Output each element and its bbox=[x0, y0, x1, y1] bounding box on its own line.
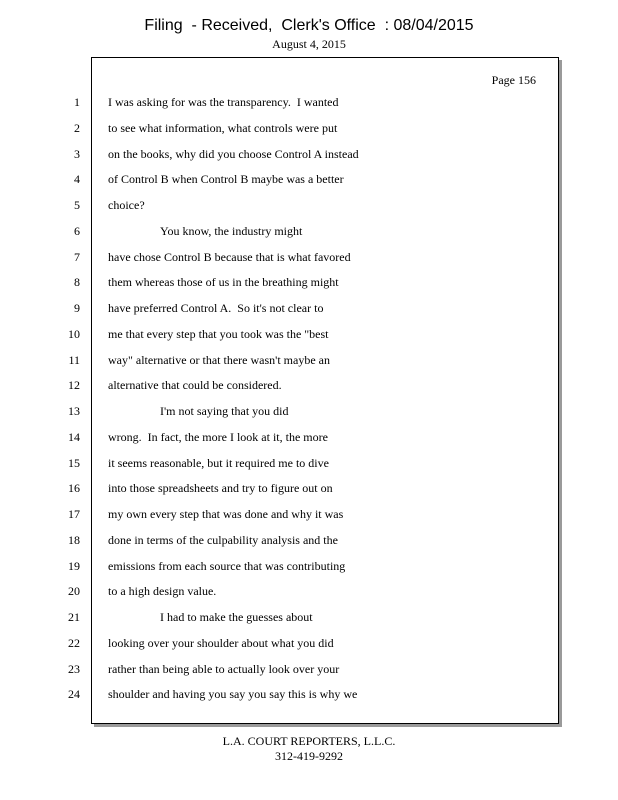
transcript-line: them whereas those of us in the breathing might bbox=[108, 275, 339, 289]
transcript-line: have chose Control B because that is what favored bbox=[108, 250, 351, 264]
line-number: 13 bbox=[68, 404, 80, 418]
line-number: 14 bbox=[68, 430, 80, 444]
transcript-line: to see what information, what controls were put bbox=[108, 121, 338, 135]
transcript-line: to a high design value. bbox=[108, 584, 217, 598]
transcript-line: emissions from each source that was contributing bbox=[108, 559, 346, 573]
line-number: 23 bbox=[68, 662, 80, 676]
line-number: 24 bbox=[68, 687, 80, 701]
line-number: 17 bbox=[68, 507, 80, 521]
line-number: 22 bbox=[68, 636, 80, 650]
line-number: 11 bbox=[68, 353, 80, 367]
transcript-line: my own every step that was done and why it was bbox=[108, 507, 344, 521]
line-number: 18 bbox=[68, 533, 80, 547]
transcript-line: You know, the industry might bbox=[160, 224, 303, 238]
page-number: Page 156 bbox=[491, 73, 536, 87]
line-number: 4 bbox=[74, 172, 80, 186]
line-number: 19 bbox=[68, 559, 80, 573]
line-number: 15 bbox=[68, 456, 80, 470]
line-number: 10 bbox=[68, 327, 80, 341]
filing-stamp-header: Filing - Received, Clerk's Office : 08/04/2015 bbox=[144, 17, 474, 34]
line-number: 21 bbox=[68, 610, 80, 624]
line-number: 12 bbox=[68, 378, 80, 392]
line-number: 2 bbox=[74, 121, 80, 135]
line-number: 3 bbox=[74, 147, 80, 161]
transcript-line: shoulder and having you say you say this is why we bbox=[108, 687, 358, 701]
transcript-line: on the books, why did you choose Control A instead bbox=[108, 147, 359, 161]
transcript-line: way" alternative or that there wasn't maybe an bbox=[108, 353, 330, 367]
line-number: 20 bbox=[68, 584, 80, 598]
line-number: 6 bbox=[74, 224, 80, 238]
transcript-line: looking over your shoulder about what you did bbox=[108, 636, 334, 650]
line-number: 7 bbox=[74, 250, 80, 264]
transcript-line: of Control B when Control B maybe was a better bbox=[108, 172, 344, 186]
line-number: 5 bbox=[74, 198, 80, 212]
transcript-line: wrong. In fact, the more I look at it, the more bbox=[108, 430, 328, 444]
transcript-line: choice? bbox=[108, 198, 145, 212]
footer-firm-name: L.A. COURT REPORTERS, L.L.C. bbox=[222, 734, 396, 748]
transcript-line: I was asking for was the transparency. I wanted bbox=[108, 95, 339, 109]
header-date: August 4, 2015 bbox=[272, 37, 346, 51]
transcript-line: rather than being able to actually look over your bbox=[108, 662, 340, 676]
transcript-line: I had to make the guesses about bbox=[160, 610, 313, 624]
line-number: 8 bbox=[74, 275, 80, 289]
line-number: 1 bbox=[74, 95, 80, 109]
footer-phone: 312-419-9292 bbox=[275, 749, 343, 763]
transcript-line: have preferred Control A. So it's not clear to bbox=[108, 301, 324, 315]
transcript-line: it seems reasonable, but it required me to dive bbox=[108, 456, 329, 470]
transcript-line: I'm not saying that you did bbox=[160, 404, 289, 418]
transcript-line: me that every step that you took was the "best bbox=[108, 327, 329, 341]
line-number: 9 bbox=[74, 301, 80, 315]
transcript-line: into those spreadsheets and try to figure out on bbox=[108, 481, 333, 495]
transcript-line: done in terms of the culpability analysis and the bbox=[108, 533, 338, 547]
transcript-line: alternative that could be considered. bbox=[108, 378, 282, 392]
line-number: 16 bbox=[68, 481, 80, 495]
